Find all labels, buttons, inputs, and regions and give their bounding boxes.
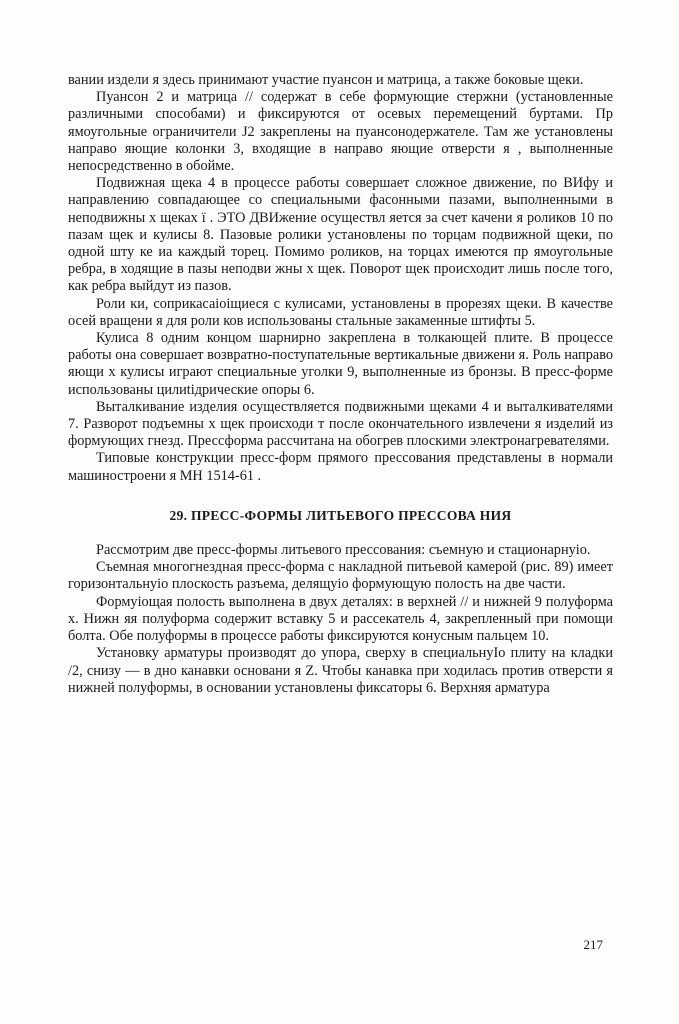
paragraph: Съемная многогнездная пресс-форма с накладной питьевой камерой (рис. 89) имеет горизонтальнуіо плоскость разъема, делящуіо формующую полость на две части. <box>68 559 613 593</box>
page-number: 217 <box>583 937 603 952</box>
paragraph: Роли ки, соприкасаіоіщиеся с кулисами, установлены в прорезях щеки. В качестве осей вращени я для роли ков использованы стальные закаменные штифты 5. <box>68 295 613 329</box>
section-heading: 29. ПРЕСС-ФОРМЫ ЛИТЬЕВОГО ПРЕССОВА НИЯ <box>169 507 512 523</box>
paragraph: Типовые конструкции пресс-форм прямого прессования представлены в нормали машиностроени я МН 1514-61 . <box>68 450 613 484</box>
page-body <box>68 72 613 697</box>
paragraph: Кулиса 8 одним концом шарнирно закреплена в толкающей плите. В процессе работы она совершает возвратно-поступательные вертикальные движени я. Роль направо яющи х кулисы играют специальные уголки 9, выполненные из бронзы. В пресс-форме использованы цилиtідрические опоры 6. <box>68 330 613 398</box>
paragraph: Установку арматуры производят до упора, сверху в специальнуІо плиту на кладки /2, снизу — в дно канавки основани я Z. Чтобы канавка при ходилась против отверсти я нижней полуформы, в основании установлены фиксаторы 6. Верхняя арматура <box>68 645 613 696</box>
paragraph: Рассмотрим две пресс-формы литьевого прессования: съемную и стационарнуіо. <box>96 542 591 559</box>
paragraph: Подвижная щека 4 в процессе работы совершает сложное движение, по ВИфу и направлению совпадающее со специальными фасонными пазами, выполненными в неподвижны х щеках ї . ЭТО ДВИжение осуществл яется за счет качени я роликов 10 по пазам щек и кулисы 8. Пазовые ролики установлены по торцам подвижной щеки, по одной шту ке иа каждый торец. Помимо роликов, на торцах имеются пр ямоугольные ребра, в ходящие в пазы неподви жны х щек. Поворот щек происходит лишь после того, как ребра выйдут из пазов. <box>68 175 613 295</box>
paragraph: Формуіощая полость выполнена в двух деталях: в верхней // и нижней 9 полуформа х. Нижн яя полуформа содержит вставку 5 и рассекатель 4, закрепленный при помощи болта. Обе полуформы в процессе работы фиксируются конусным пальцем 10. <box>68 593 613 645</box>
paragraph: Выталкивание изделия осуществляется подвижными щеками 4 и выталкивателями 7. Разворот подъемны х щек происходи т после окончательного извлечени я изделий из формующих гнезд. Прессформа рассчитана на обогрев плоскими электронагревателями. <box>68 398 613 450</box>
paragraph: Пуансон 2 и матрица // содержат в себе формующие стержни (установленные различными способами) и фиксируются от осевых перемещений буртами. Пр ямоугольные ограничители J2 закреплены на пуансонодержателе. Там же установлены направо яющие колонки 3, входящие в направо яющие отверсти я , выполненные непосредственно в обойме. <box>68 89 613 175</box>
paragraph: вании издели я здесь принимают участие пуансон и матрица, а также боковые щеки. <box>68 72 584 88</box>
